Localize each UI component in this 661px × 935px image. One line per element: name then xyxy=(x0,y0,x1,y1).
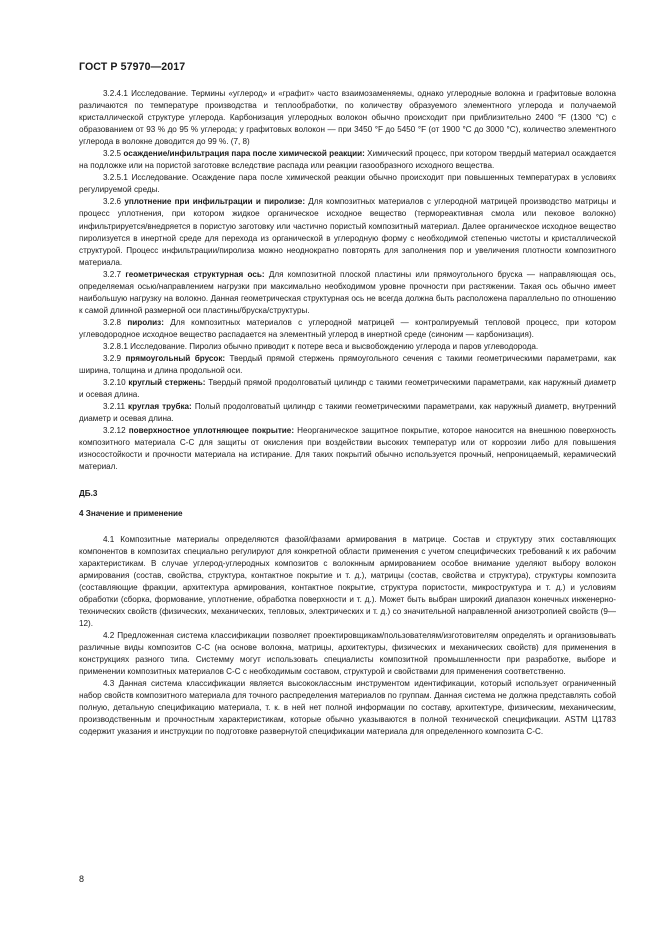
section-4-heading: 4 Значение и применение xyxy=(79,508,183,518)
paragraph-text: Химический процесс, при котором твердый материал осаждается на подложке или на пористой заготовке вследствие распада или реакции газообразного исходного вещества. xyxy=(79,149,616,171)
clause-number: 3.2.8 xyxy=(103,317,122,327)
paragraph xyxy=(79,353,616,377)
paragraph xyxy=(79,148,616,172)
term: уплотнение при инфильтрации и пиролизе: xyxy=(124,197,306,207)
paragraph-text: Композитные материалы определяются фазой/фазами армирования в матрице. Состав и структуру этих составляющих компонентов в композитах специально регулируют для конкретной области применения с учетом специфических требований к их рабочим характеристикам. В случае углерод-углеродных композитов с волокнным армированием особое внимание уделяют выбору волокон армирования (состав, свойства, структура, контактное покрытие и т. д.), матрицы (состав, свойства и структура), структуры композита (составляющие фракции, архитектура армирования, контактное покрытие, структура пористости, микроструктура и т. д.) и условиям обработки (сборка, формование, уплотнение, обработка поверхности и т. д.). Может быть выбран широкий диапазон конечных инженерно-технических свойств (физических, механических, тепловых, электрических и т. д.) со значительной направленной анизотропией свойств (9—12). xyxy=(79,534,616,628)
clause-number: 3.2.8.1 xyxy=(103,341,128,351)
paragraph xyxy=(79,172,616,196)
term: поверхностное уплотняющее покрытие: xyxy=(128,426,295,436)
paragraph xyxy=(79,196,616,268)
clause-number: 3.2.5.1 xyxy=(103,173,128,183)
paragraph-text: Исследование. Пиролиз обычно приводит к потере веса и высвобождению углерода и паров углеводорода. xyxy=(130,341,539,351)
paragraph-text: Твердый прямой продолговатый цилиндр с такими геометрическими параметрами, как наружный диаметр и осевая длина. xyxy=(79,378,616,400)
paragraph-text: Твердый прямой стержень прямоугольного сечения с такими геометрическими параметрами, как ширина, толщина и длина продольной оси. xyxy=(79,354,616,376)
clause-number: 3.2.4.1 xyxy=(103,89,128,98)
paragraph-text: Исследование. Термины «углерод» и «графит» часто взаимозаменяемы, однако углеродные волокна и графитовые волокна различаются по температуре производства и теплообработки, по количеству образуемого элементного углерода и получаемой кристаллической структуре углерода. Карбонизация углеродных волокон обычно происходит при приблизительно 2400 °F (1300 °C) с образованием от 93 % до 95 % углерода; у графитовых волокон — при 3450 °F до 5450 °F (от 1900 °C до 3000 °C), количество элементного углерода в волокне доводится до 99 %. (7, 8) xyxy=(79,89,617,147)
document-header: ГОСТ Р 57970—2017 xyxy=(79,61,186,73)
term: осаждение/инфильтрация пара после химической реакции: xyxy=(123,149,365,159)
clause-number: 3.2.9 xyxy=(103,354,122,364)
paragraph xyxy=(79,425,616,473)
term: пиролиз: xyxy=(127,317,164,327)
definitions-block xyxy=(79,88,616,474)
paragraph-text: Исследование. Осаждение пара после химической реакции обычно происходит при повышенных температурах в условиях регулируемой среды. xyxy=(79,173,616,195)
clause-number: 3.2.5 xyxy=(103,149,122,159)
paragraph-text: Для композитной плоской пластины или прямоугольного бруска — направляющая ось, определяемая осью/направлением нагрузки при максимально необходимом уровне прочности при растяжении. Такая ось обычно имеет наибольшую нагрузку на волокно. Данная геометрическая структурная ось не всегда должна быть расположена параллельно по отношению к самой длинной размерной оси пластины/бруска/структуры. xyxy=(79,269,616,315)
clause-number: 3.2.7 xyxy=(103,269,122,279)
section-4-block xyxy=(79,534,616,739)
clause-number: 3.2.12 xyxy=(103,426,126,436)
clause-number: 3.2.11 xyxy=(103,402,125,412)
document-body xyxy=(79,88,616,738)
paragraph xyxy=(79,401,616,425)
paragraph xyxy=(79,269,616,317)
clause-number: 3.2.10 xyxy=(103,378,126,388)
clause-number: 4.3 xyxy=(103,679,115,689)
paragraph xyxy=(79,534,616,630)
paragraph-text: Данная система классификации является высококлассным инструментом идентификации, который использует ограниченный набор свойств композитного материала для точного распределения материалов по группам. Данная система не должна представлять собой полную, детальную спецификацию материала, т. к. в ней нет полной информации по составу, архитектуре, физическим, механическим, производственным и прочностным характеристикам, которые обычно указываются в полной технической спецификации. ASTM Ц1783 содержит указания и инструкции по подготовке развернутой спецификации материала для определенного композита С-С. xyxy=(79,679,616,737)
paragraph-text: Неорганическое защитное покрытие, которое наносится на внешнюю поверхность композитного материала С-С для защиты от окисления при воздействии высоких температур или от коррозии либо для повышения износостойкости и прочности материала на истирание. Для таких покрытий обычно используется прочный, непроницаемый, керамический материал. xyxy=(79,426,616,472)
clause-number: 4.2 xyxy=(103,630,115,640)
paragraph-text: Для композитных материалов с углеродной матрицей производство матрицы и процесс уплотнения, при котором жидкое органическое исходное вещество (термореактивная смола или пековое волокно) инфильтрируется/внедряется в пористую заготовку или частично пористый композитный материал. Далее органическое исходное вещество пиролизуется в инертной среде для перехода из органической в углеродную форму с необходимой степенью чистоты и кристаллической структурой. Процесс инфильтрации/пиролиза можно неоднократно повторять для заполнения пор и увеличения плотности композитного материала. xyxy=(79,197,616,267)
paragraph-text: Для композитных материалов с углеродной матрицей — контролируемый тепловой процесс, при котором углеводородное исходное вещество распадается на элементный углерод в инертной среде (синоним — карбонизация). xyxy=(79,317,616,339)
paragraph xyxy=(79,678,616,738)
paragraph xyxy=(79,377,616,401)
term: круглый стержень: xyxy=(128,378,206,388)
paragraph xyxy=(79,88,616,148)
section-db-heading: ДБ.3 xyxy=(79,488,98,498)
term: круглая трубка: xyxy=(128,402,192,412)
paragraph xyxy=(79,341,616,353)
clause-number: 3.2.6 xyxy=(103,197,122,207)
term: прямоугольный брусок: xyxy=(125,354,226,364)
paragraph xyxy=(79,630,616,678)
page-number: 8 xyxy=(79,874,85,884)
term: геометрическая структурная ось: xyxy=(125,269,265,279)
clause-number: 4.1 xyxy=(103,534,115,544)
paragraph-text: Предложенная система классификации позволяет проектировщикам/пользователям/изготовителям определять и организовывать различные виды композитов С-С (на основе волокна, матрицы, архитектуры, физических и механических свойств) для применения в конструкциях разного типа. Системму могут использовать специалисты композитной промышленности при разработке, выборе и применении композитных материалов С-С с необходимым составом, структурой и свойствами для применения соответственно. xyxy=(79,630,616,677)
paragraph xyxy=(79,317,616,341)
paragraph-text: Полый продолговатый цилиндр с такими геометрическими параметрами, как наружный диаметр, внутренний диаметр и осевая длина. xyxy=(79,402,616,424)
